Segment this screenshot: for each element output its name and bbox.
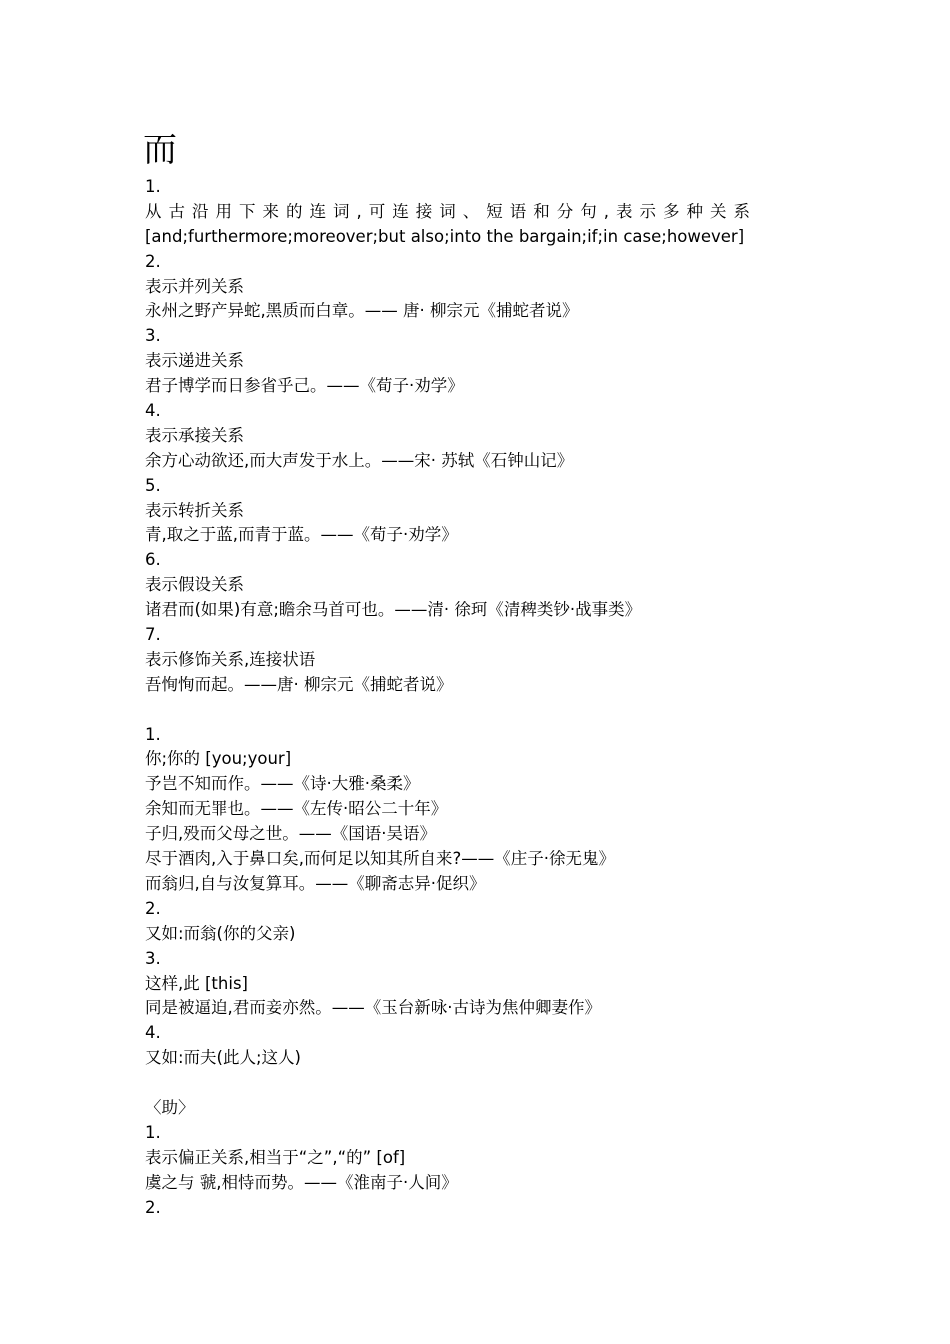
- sense-number: 4.: [145, 1023, 161, 1043]
- example-quote: 同是被逼迫,君而妾亦然。——《玉台新咏·古诗为焦仲卿妻作》: [145, 998, 601, 1018]
- sense-number: 7.: [145, 625, 161, 645]
- example-quote: 吾恂恂而起。——唐· 柳宗元《捕蛇者说》: [145, 674, 453, 694]
- example-quote: 青,取之于蓝,而青于蓝。——《荀子·劝学》: [145, 525, 458, 545]
- example-quote: 而翁归,自与汝复算耳。——《聊斋志异·促织》: [145, 873, 486, 893]
- sense-number: 1.: [145, 177, 161, 196]
- sense-definition: 表示转折关系: [145, 500, 244, 520]
- example-quote: 君子博学而日参省乎己。——《荀子·劝学》: [145, 376, 464, 396]
- example-quote: 予岂不知而作。——《诗·大雅·桑柔》: [145, 774, 420, 794]
- section-pronoun: [145, 723, 815, 1071]
- example-quote: 永州之野产异蛇,黑质而白章。—— 唐· 柳宗元《捕蛇者说》: [145, 301, 579, 321]
- sense-number: 4.: [145, 401, 161, 421]
- section-conjunction: [145, 175, 815, 698]
- sense-number: 5.: [145, 475, 161, 495]
- section-particle: [145, 1096, 815, 1220]
- example-quote: 余方心动欲还,而大声发于水上。——宋· 苏轼《石钟山记》: [145, 450, 574, 470]
- sense-number: 2.: [145, 1197, 161, 1217]
- example-quote: 尽于酒肉,入于鼻口矣,而何足以知其所自来?——《庄子·徐无鬼》: [145, 849, 615, 869]
- sense-number: 6.: [145, 550, 161, 570]
- sense-number: 2.: [145, 251, 161, 271]
- sense-definition: 又如:而夫(此人;这人): [145, 1048, 301, 1068]
- sense-number: 3.: [145, 948, 161, 968]
- example-quote: 虞之与 虢,相恃而势。——《淮南子·人间》: [145, 1172, 458, 1192]
- sense-number: 1.: [145, 724, 161, 744]
- english-gloss: [and;furthermore;moreover;but also;into the bargain;if;in case;however]: [145, 226, 745, 246]
- sense-definition: 表示假设关系: [145, 575, 244, 595]
- sense-definition: 表示承接关系: [145, 425, 244, 445]
- example-quote: 诸君而(如果)有意;瞻余马首可也。——清· 徐珂《清稗类钞·战事类》: [145, 600, 642, 620]
- sense-definition: 表示递进关系: [145, 351, 244, 371]
- example-quote: 余知而无罪也。——《左传·昭公二十年》: [145, 799, 448, 819]
- sense-definition: 表示修饰关系,连接状语: [145, 649, 316, 669]
- sense-definition: 你;你的 [you;your]: [145, 749, 292, 769]
- entry-body: [145, 175, 815, 1220]
- sense-definition: 表示并列关系: [145, 276, 244, 296]
- section-spacer: [145, 1071, 815, 1096]
- example-quote: 子归,殁而父母之世。——《国语·吴语》: [145, 824, 436, 844]
- sense-number: 3.: [145, 326, 161, 346]
- sense-definition: 从古沿用下来的连词,可连接词、短语和分句,表示多种关系: [145, 201, 757, 221]
- sense-definition: 又如:而翁(你的父亲): [145, 923, 296, 943]
- sense-definition: 表示偏正关系,相当于“之”,“的” [of]: [145, 1147, 406, 1167]
- sense-number: 2.: [145, 898, 161, 918]
- entry-title: 而: [143, 130, 177, 170]
- section-spacer: [145, 698, 815, 723]
- sense-definition: 这样,此 [this]: [145, 973, 248, 993]
- sense-number: 1.: [145, 1122, 161, 1142]
- part-of-speech-label: 〈助〉: [145, 1097, 195, 1117]
